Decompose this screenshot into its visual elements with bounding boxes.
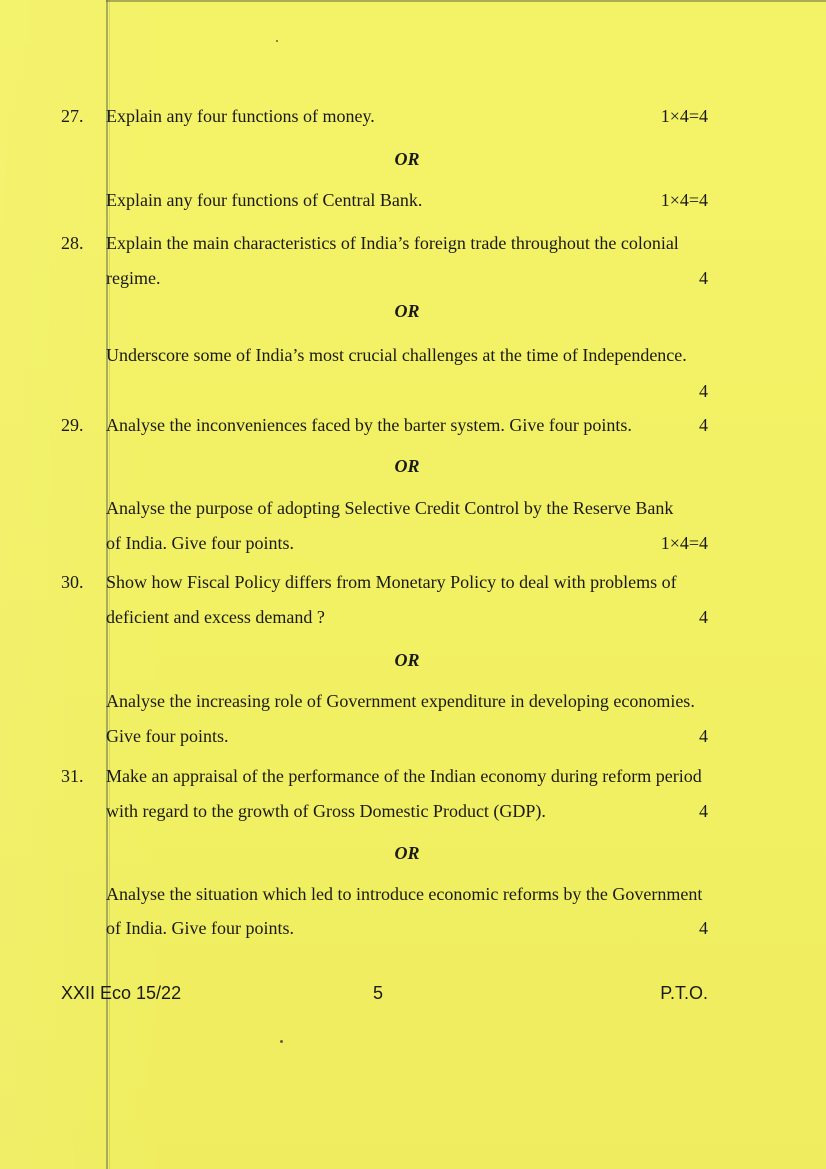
question-28-alternate-text: Underscore some of India’s most crucial challenges at the time of Independence. bbox=[106, 345, 687, 365]
question-30-or-label: OR bbox=[394, 650, 420, 670]
question-30-alternate-text-line-1: Analyse the increasing role of Government expenditure in developing economies. bbox=[106, 691, 695, 711]
question-31-alternate-text-line-1: Analyse the situation which led to introduce economic reforms by the Government bbox=[106, 884, 703, 904]
question-27-alternate-marks: 1×4=4 bbox=[660, 190, 708, 210]
please-turn-over: P.T.O. bbox=[660, 983, 708, 1003]
question-31-or-label: OR bbox=[394, 843, 420, 863]
page-number: 5 bbox=[373, 983, 384, 1003]
question-29-or-label: OR bbox=[394, 456, 420, 476]
page-footer bbox=[61, 981, 708, 1005]
question-29-alternate-text-line-2: of India. Give four points. bbox=[106, 533, 294, 553]
question-27-or-label: OR bbox=[394, 149, 420, 169]
scan-speck bbox=[280, 1040, 283, 1043]
question-28-alternate-marks: 4 bbox=[699, 381, 708, 401]
question-29-text: Analyse the inconveniences faced by the barter system. Give four points. bbox=[106, 415, 632, 435]
question-28-text-line-1: Explain the main characteristics of India’s foreign trade throughout the colonial bbox=[106, 233, 679, 253]
question-31-alternate-marks: 4 bbox=[699, 918, 708, 938]
question-27-text: Explain any four functions of money. bbox=[106, 106, 375, 126]
question-number-31: 31. bbox=[61, 766, 84, 786]
question-29-alternate-text-line-1: Analyse the purpose of adopting Selective Credit Control by the Reserve Bank bbox=[106, 498, 674, 518]
question-number-28: 28. bbox=[61, 233, 84, 253]
question-number-29: 29. bbox=[61, 415, 84, 435]
question-30-alternate-marks: 4 bbox=[699, 726, 708, 746]
question-31-marks: 4 bbox=[699, 801, 708, 821]
paper-code: XXII Eco 15/22 bbox=[61, 983, 182, 1003]
question-30-marks: 4 bbox=[699, 607, 708, 627]
question-number-27: 27. bbox=[61, 106, 84, 126]
scan-speck-top bbox=[276, 40, 278, 42]
question-30-alternate-text-line-2: Give four points. bbox=[106, 726, 229, 746]
question-29-marks: 4 bbox=[699, 415, 708, 435]
question-31-text-line-1: Make an appraisal of the performance of the Indian economy during reform period bbox=[106, 766, 702, 786]
question-number-30: 30. bbox=[61, 572, 84, 592]
question-31-alternate-text-line-2: of India. Give four points. bbox=[106, 918, 294, 938]
question-30-text-line-1: Show how Fiscal Policy differs from Monetary Policy to deal with problems of bbox=[106, 572, 677, 592]
question-28-text-line-2: regime. bbox=[106, 268, 161, 288]
question-28-or-label: OR bbox=[394, 301, 420, 321]
top-edge-rule bbox=[106, 0, 826, 2]
question-31-text-line-2: with regard to the growth of Gross Domestic Product (GDP). bbox=[106, 801, 546, 821]
question-27-alternate-text: Explain any four functions of Central Bank. bbox=[106, 190, 423, 210]
question-30-text-line-2: deficient and excess demand ? bbox=[106, 607, 325, 627]
question-29-alternate-marks: 1×4=4 bbox=[660, 533, 708, 553]
question-27-marks: 1×4=4 bbox=[660, 106, 708, 126]
question-28-marks: 4 bbox=[699, 268, 708, 288]
